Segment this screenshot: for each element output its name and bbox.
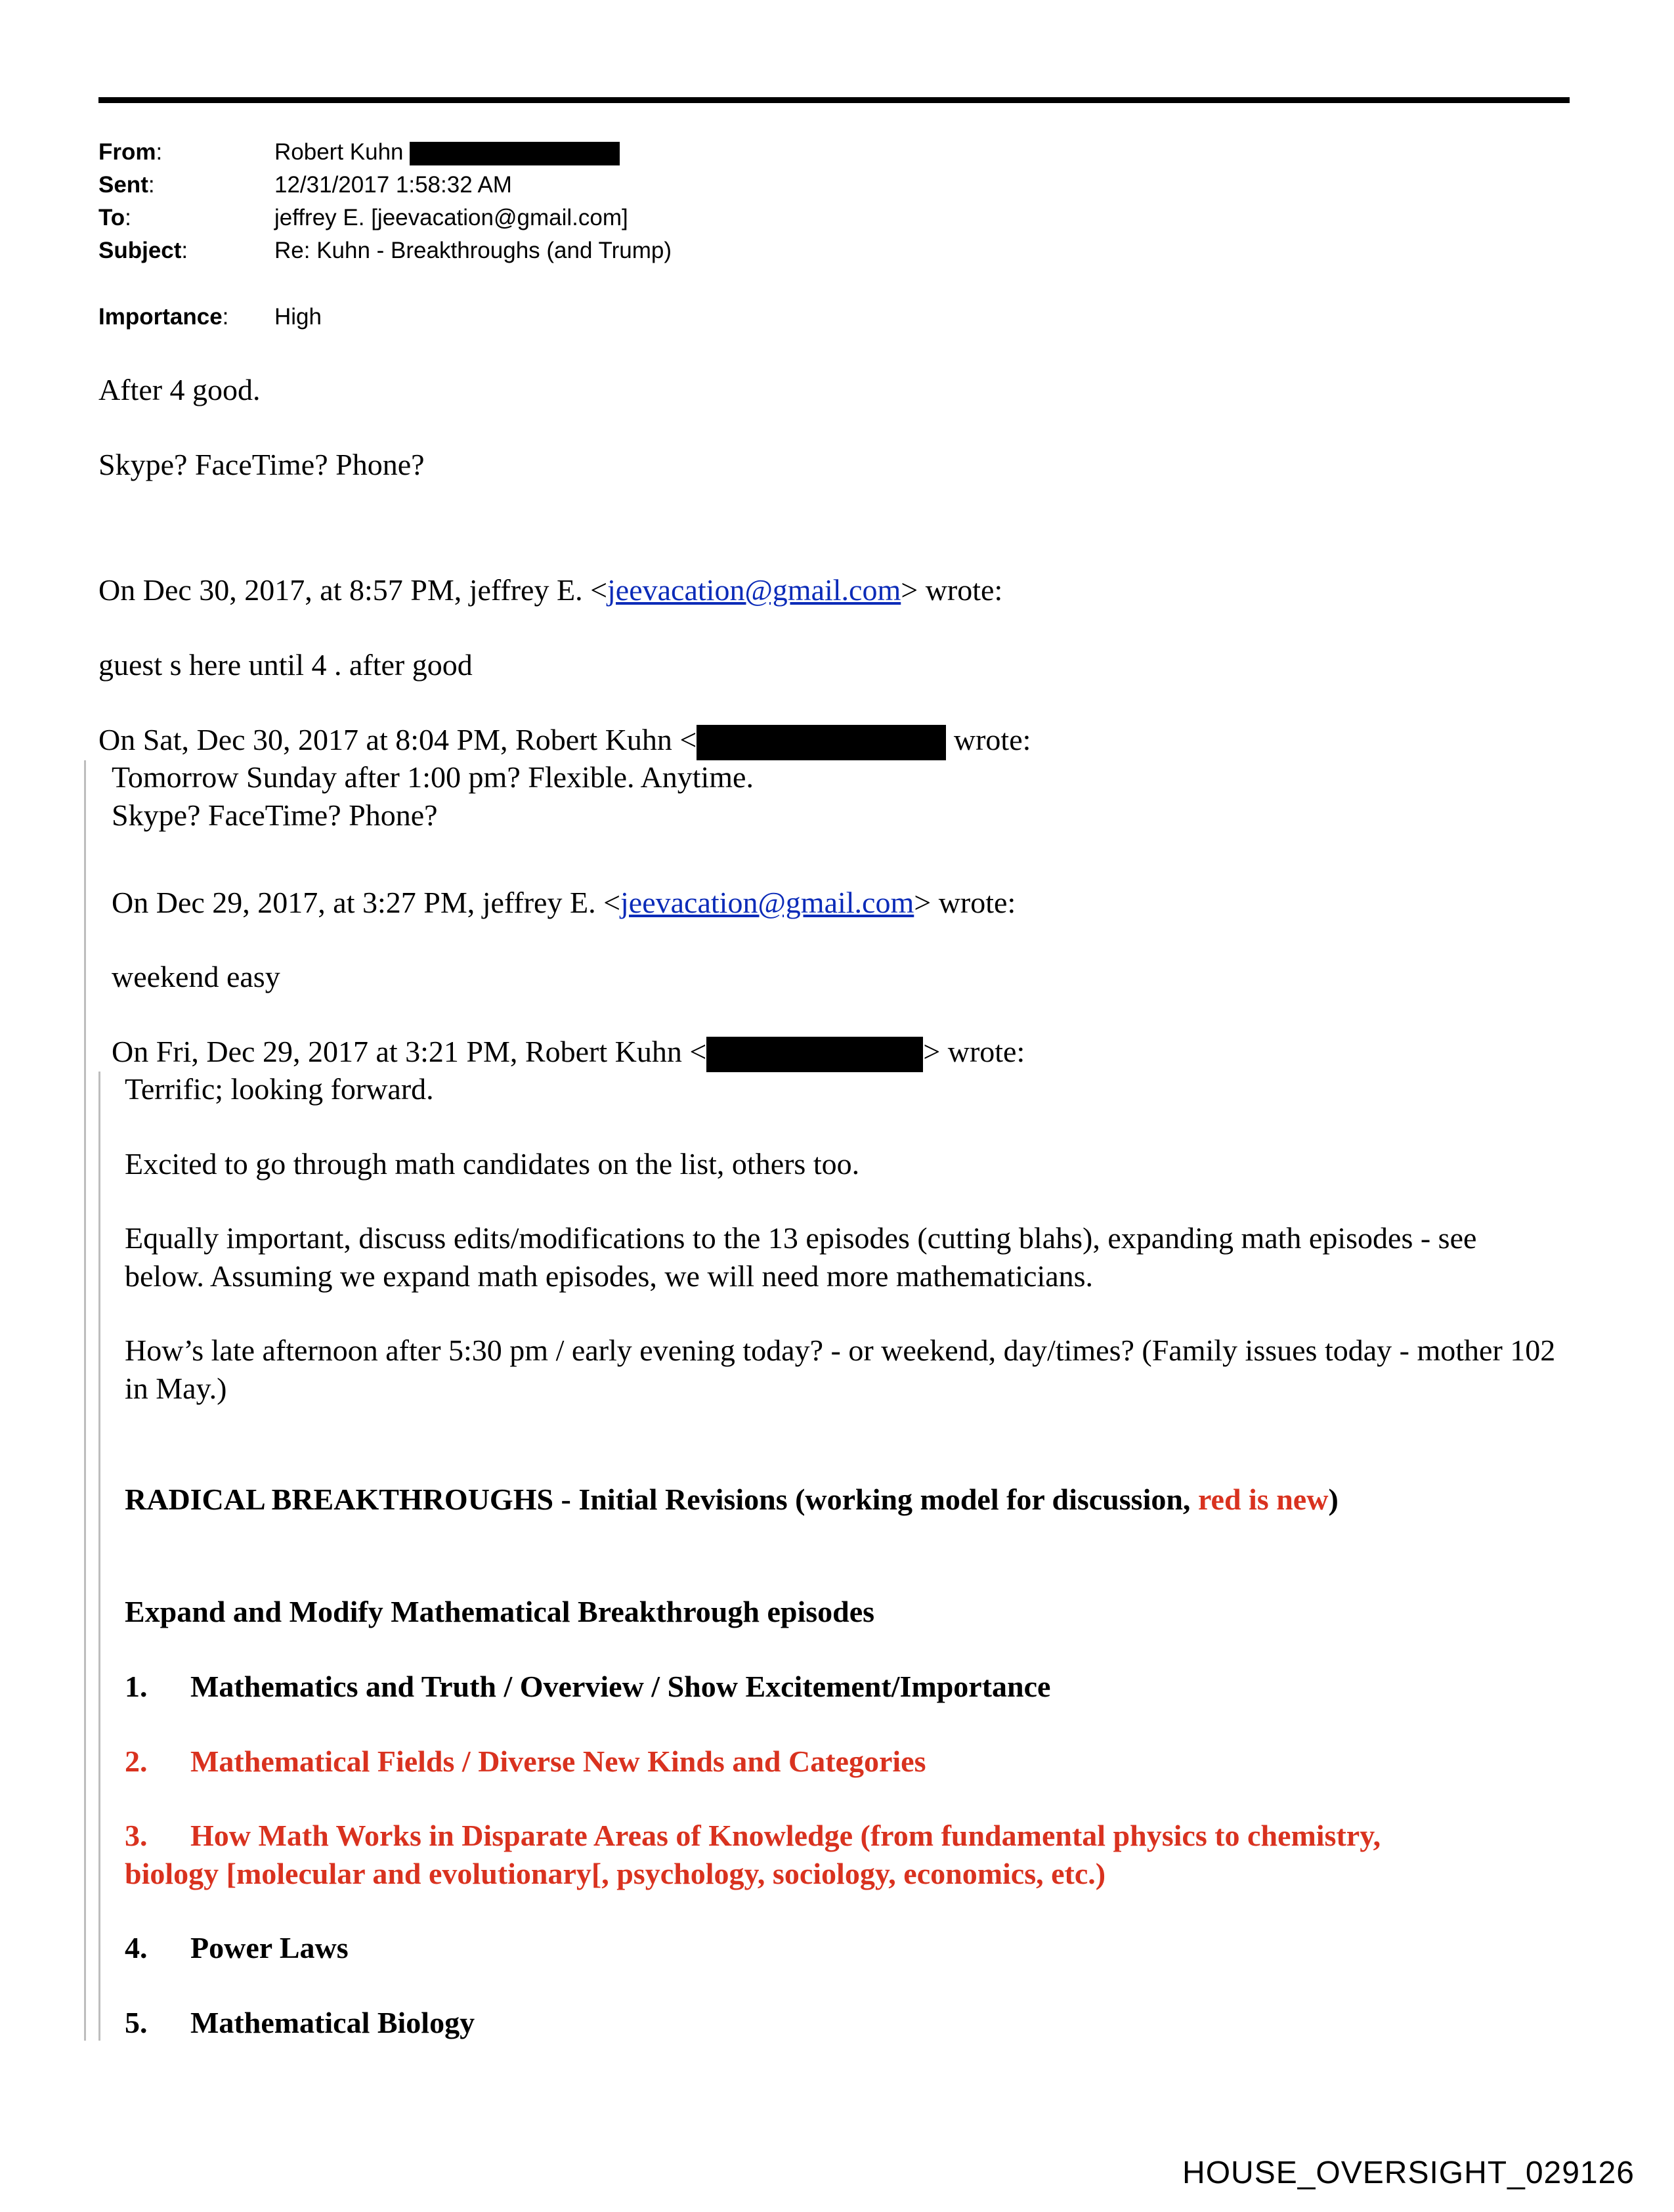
reply4-intro-post: > wrote: bbox=[923, 1035, 1025, 1068]
from-value: Robert Kuhn bbox=[274, 139, 404, 165]
reply4-p1: Terrific; looking forward. bbox=[125, 1072, 434, 1106]
reply4-p2: Excited to go through math candidates on the list, others too. bbox=[125, 1147, 860, 1181]
reply1-text: guest s here until 4 . after good bbox=[98, 648, 473, 682]
quote-bar-inner bbox=[98, 1072, 100, 2041]
quote-bar-outer bbox=[84, 760, 86, 2041]
header-rule bbox=[98, 97, 1570, 103]
importance-value: High bbox=[274, 304, 322, 330]
list-item-number: 4. bbox=[125, 1931, 148, 1964]
reply2-intro-post: wrote: bbox=[946, 723, 1031, 756]
list-item bbox=[125, 1668, 1050, 1706]
heading-end: ) bbox=[1328, 1483, 1339, 1516]
reply2-intro bbox=[98, 721, 1031, 760]
from-label: From bbox=[98, 139, 156, 165]
sent-value: 12/31/2017 1:58:32 AM bbox=[274, 172, 512, 198]
to-value: jeffrey E. [jeevacation@gmail.com] bbox=[274, 205, 628, 230]
list-item-text: Power Laws bbox=[190, 1931, 349, 1964]
list-item bbox=[125, 1817, 1381, 1855]
body-line-1: After 4 good. bbox=[98, 373, 261, 406]
list-item-number: 5. bbox=[125, 2006, 148, 2039]
reply1-intro-pre: On Dec 30, 2017, at 8:57 PM, jeffrey E. < bbox=[98, 573, 608, 607]
reply1-email-link[interactable]: jeevacation@gmail.com bbox=[607, 573, 901, 607]
list-item-text: Mathematics and Truth / Overview / Show Excitement/Importance bbox=[190, 1670, 1051, 1703]
list-item-number: 1. bbox=[125, 1670, 148, 1703]
bates-stamp: HOUSE_OVERSIGHT_029126 bbox=[1182, 2156, 1635, 2190]
reply2-line-1: Tomorrow Sunday after 1:00 pm? Flexible. Anytime. bbox=[112, 760, 754, 794]
body-line-2: Skype? FaceTime? Phone? bbox=[98, 448, 425, 481]
to-label: To bbox=[98, 205, 125, 230]
sent-label: Sent bbox=[98, 172, 148, 198]
reply3-email-link[interactable]: jeevacation@gmail.com bbox=[620, 886, 914, 919]
subject-label: Subject bbox=[98, 238, 182, 263]
reply4-p3: Equally important, discuss edits/modifications to the 13 episodes (cutting blahs), expanding math episodes - see below. Assuming we expand math episodes, we will need more mathematicians. bbox=[125, 1221, 1477, 1293]
list-item-continuation: biology [molecular and evolutionary[, psychology, sociology, economics, etc.) bbox=[125, 1857, 1106, 1890]
redaction-box bbox=[410, 142, 620, 165]
reply3-text: weekend easy bbox=[112, 960, 280, 993]
reply3-intro bbox=[112, 884, 1016, 922]
breakthroughs-subheading: Expand and Modify Mathematical Breakthrough episodes bbox=[125, 1595, 875, 1628]
importance-label: Importance bbox=[98, 304, 223, 330]
reply4-intro-pre: On Fri, Dec 29, 2017 at 3:21 PM, Robert Kuhn < bbox=[112, 1035, 707, 1068]
breakthroughs-heading bbox=[125, 1481, 1339, 1519]
heading-red-note: red is new bbox=[1197, 1483, 1329, 1516]
list-item-number: 2. bbox=[125, 1745, 148, 1778]
heading-main: RADICAL BREAKTHROUGHS - Initial Revisions (working model for discussion, bbox=[125, 1483, 1198, 1516]
list-item bbox=[125, 1929, 349, 1967]
reply1-intro bbox=[98, 571, 1002, 609]
list-item-number: 3. bbox=[125, 1819, 148, 1852]
list-item-text: Mathematical Biology bbox=[190, 2006, 475, 2039]
subject-value: Re: Kuhn - Breakthroughs (and Trump) bbox=[274, 238, 672, 263]
list-item bbox=[125, 2004, 475, 2042]
redaction-box bbox=[697, 725, 946, 760]
list-item-text: How Math Works in Disparate Areas of Knowledge (from fundamental physics to chemistry, bbox=[190, 1819, 1381, 1852]
reply4-p4: How’s late afternoon after 5:30 pm / early evening today? - or weekend, day/times? (Family issues today - mother 102 in May.) bbox=[125, 1334, 1556, 1405]
list-item-text: Mathematical Fields / Diverse New Kinds and Categories bbox=[190, 1745, 926, 1778]
redaction-box bbox=[706, 1037, 923, 1072]
reply3-intro-pre: On Dec 29, 2017, at 3:27 PM, jeffrey E. < bbox=[112, 886, 621, 919]
reply3-intro-post: > wrote: bbox=[914, 886, 1016, 919]
reply4-intro bbox=[112, 1033, 1025, 1072]
reply2-line-2: Skype? FaceTime? Phone? bbox=[112, 798, 438, 832]
reply1-intro-post: > wrote: bbox=[901, 573, 1003, 607]
list-item bbox=[125, 1743, 926, 1781]
reply2-intro-pre: On Sat, Dec 30, 2017 at 8:04 PM, Robert Kuhn < bbox=[98, 723, 697, 756]
